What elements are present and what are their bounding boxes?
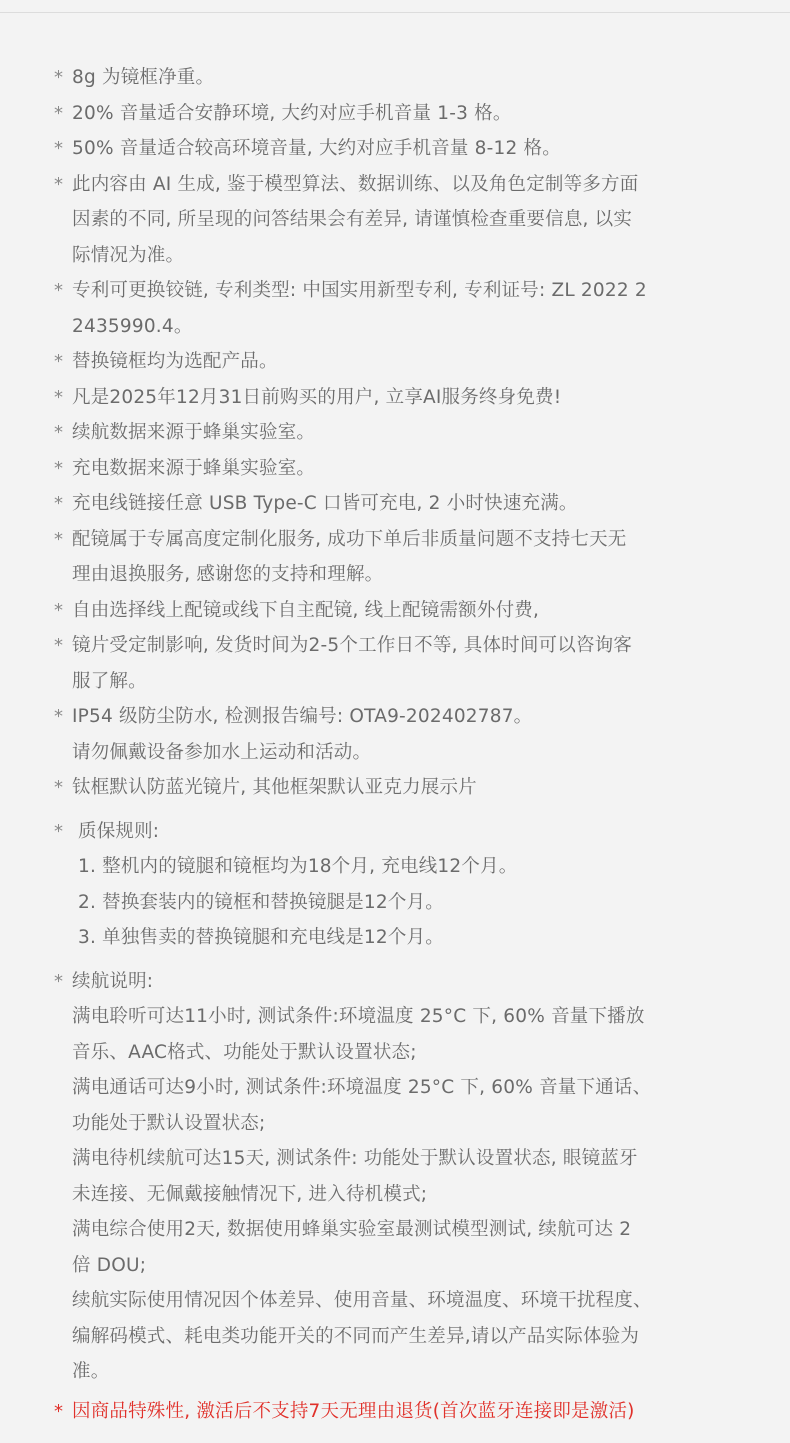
- asterisk-icon: *: [54, 599, 64, 621]
- warranty-section: [54, 814, 734, 956]
- note-item: [54, 451, 734, 487]
- note-line: 50% 音量适合较高环境音量, 大约对应手机音量 8-12 格。: [72, 138, 561, 159]
- asterisk-icon: *: [54, 493, 64, 514]
- asterisk-icon: *: [54, 173, 64, 195]
- warranty-item: 3. 单独售卖的替换镜腿和充电线是12个月。: [78, 927, 444, 948]
- asterisk-icon: *: [54, 457, 64, 479]
- note-line: 服了解。: [72, 670, 147, 692]
- asterisk-icon: *: [54, 351, 64, 372]
- note-item: [54, 522, 734, 593]
- battery-section: [54, 964, 734, 1390]
- note-item: [54, 380, 734, 416]
- top-divider: [0, 12, 790, 13]
- battery-title: 续航说明:: [72, 970, 154, 992]
- battery-line: 续航实际使用情况因个体差异、使用音量、环境温度、环境干扰程度、: [72, 1290, 652, 1311]
- asterisk-icon: *: [54, 777, 64, 798]
- battery-line: 未连接、无佩戴接触情况下, 进入待机模式;: [72, 1183, 428, 1205]
- asterisk-icon: *: [54, 820, 64, 842]
- asterisk-icon: *: [54, 67, 64, 88]
- note-line: 充电线链接任意 USB Type-C 口皆可充电, 2 小时快速充满。: [72, 493, 578, 514]
- warranty-item: 2. 替换套装内的镜框和替换镜腿是12个月。: [78, 891, 444, 913]
- note-line: 配镜属于专属高度定制化服务, 成功下单后非质量问题不支持七天无: [72, 528, 627, 550]
- note-line: 专利可更换铰链, 专利类型: 中国实用新型专利, 专利证号: ZL 2022 2: [72, 280, 647, 301]
- asterisk-icon: *: [54, 102, 64, 124]
- note-line: 8g 为镜框净重。: [72, 67, 215, 88]
- note-line: 钛框默认防蓝光镜片, 其他框架默认亚克力展示片: [72, 777, 477, 798]
- note-line: 镜片受定制影响, 发货时间为2-5个工作日不等, 具体时间可以咨询客: [72, 635, 633, 656]
- battery-line: 满电通话可达9小时, 测试条件:环境温度 25°C 下, 60% 音量下通话、: [72, 1077, 652, 1098]
- note-line: 替换镜框均为选配产品。: [72, 351, 278, 372]
- warranty-title: 质保规则:: [78, 820, 160, 842]
- note-line: 2435990.4。: [72, 315, 193, 337]
- asterisk-icon: *: [54, 528, 64, 550]
- note-line: 此内容由 AI 生成, 鉴于模型算法、数据训练、以及角色定制等多方面: [72, 173, 639, 195]
- warranty-item: 1. 整机内的镜腿和镜框均为18个月, 充电线12个月。: [78, 856, 518, 877]
- battery-lines: [72, 999, 734, 1390]
- note-item: [54, 131, 734, 167]
- note-item: [54, 770, 734, 806]
- battery-line: 功能处于默认设置状态;: [72, 1112, 266, 1134]
- note-item: [54, 96, 734, 132]
- note-item: [54, 167, 734, 274]
- note-item: [54, 593, 734, 629]
- battery-line: 倍 DOU;: [72, 1254, 147, 1276]
- asterisk-icon: *: [54, 706, 64, 727]
- product-notes: [54, 60, 734, 1429]
- asterisk-icon: *: [54, 635, 64, 656]
- activation-warning: [54, 1394, 734, 1430]
- note-item: [54, 415, 734, 451]
- notes-list: [54, 60, 734, 806]
- battery-line: 准。: [72, 1361, 110, 1382]
- asterisk-icon: *: [54, 138, 64, 159]
- battery-line: 满电综合使用2天, 数据使用蜂巢实验室最测试模型测试, 续航可达 2: [72, 1219, 632, 1240]
- note-item: [54, 699, 734, 770]
- warning-text: 因商品特殊性, 激活后不支持7天无理由退货(首次蓝牙连接即是激活): [72, 1400, 635, 1422]
- battery-line: 满电待机续航可达15天, 测试条件: 功能处于默认设置状态, 眼镜蓝牙: [72, 1148, 638, 1169]
- asterisk-icon: *: [54, 280, 64, 301]
- note-line: 20% 音量适合安静环境, 大约对应手机音量 1-3 格。: [72, 102, 512, 124]
- battery-line: 满电聆听可达11小时, 测试条件:环境温度 25°C 下, 60% 音量下播放: [72, 1006, 645, 1027]
- note-line: 续航数据来源于蜂巢实验室。: [72, 422, 316, 443]
- asterisk-icon: *: [54, 1400, 64, 1422]
- note-line: IP54 级防尘防水, 检测报告编号: OTA9-202402787。: [72, 706, 533, 727]
- note-item: [54, 486, 734, 522]
- battery-line: 编解码模式、耗电类功能开关的不同而产生差异,请以产品实际体验为: [72, 1325, 640, 1347]
- note-item: [54, 273, 734, 344]
- note-line: 自由选择线上配镜或线下自主配镜, 线上配镜需额外付费,: [72, 599, 540, 621]
- note-line: 因素的不同, 所呈现的问答结果会有差异, 请谨慎检查重要信息, 以实: [72, 209, 633, 230]
- note-item: [54, 628, 734, 699]
- note-line: 际情况为准。: [72, 244, 185, 266]
- asterisk-icon: *: [54, 970, 64, 992]
- note-line: 请勿佩戴设备参加水上运动和活动。: [72, 741, 372, 763]
- note-line: 凡是2025年12月31日前购买的用户, 立享AI服务终身免费!: [72, 386, 562, 408]
- asterisk-icon: *: [54, 386, 64, 408]
- note-line: 充电数据来源于蜂巢实验室。: [72, 457, 316, 479]
- note-item: [54, 344, 734, 380]
- asterisk-icon: *: [54, 422, 64, 443]
- battery-line: 音乐、AAC格式、功能处于默认设置状态;: [72, 1041, 417, 1063]
- note-item: [54, 60, 734, 96]
- note-line: 理由退换服务, 感谢您的支持和理解。: [72, 564, 384, 585]
